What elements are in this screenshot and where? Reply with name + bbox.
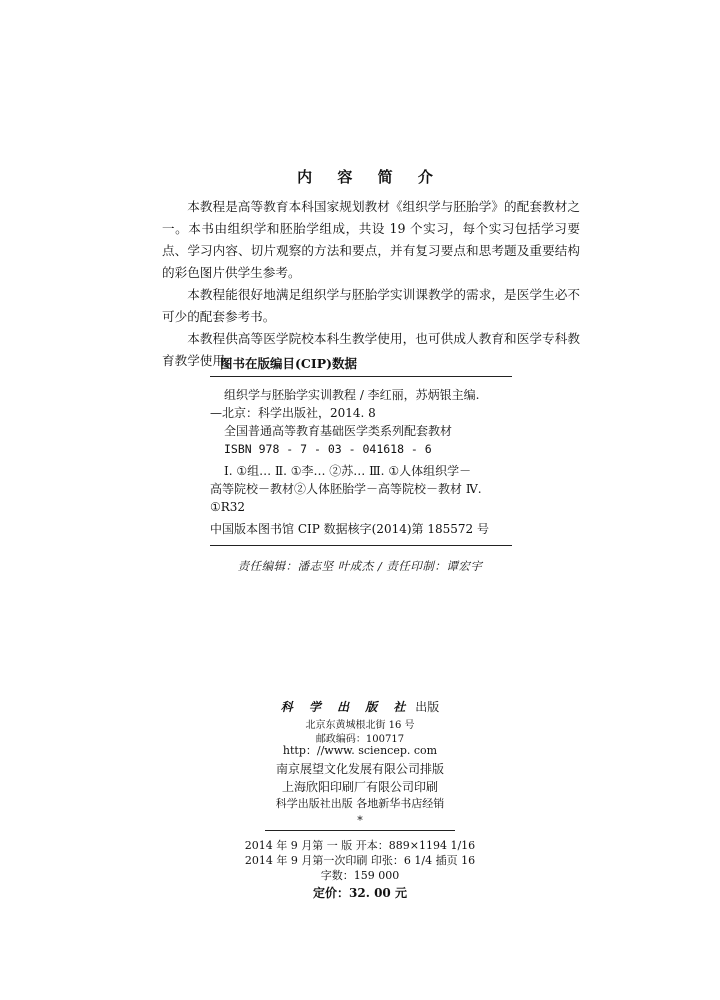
printing-line: 2014 年 9 月第一次印刷 印张：6 1/4 插页 16 (244, 854, 476, 867)
cip-line-classification: Ⅰ. ①组… Ⅱ. ①李… ②苏… Ⅲ. ①人体组织学－ (224, 464, 472, 478)
distribution-line: 科学出版社出版 各地新华书店经销 (275, 797, 445, 810)
cip-line-publisher: —北京：科学出版社，2014. 8 (210, 406, 376, 420)
cip-line-series: 全国普通高等教育基础医学类系列配套教材 (224, 424, 453, 438)
typesetter-line: 南京展望文化发展有限公司排版 (275, 762, 444, 776)
cip-line-classification: 高等院校－教材②人体胚胎学－高等院校－教材 Ⅳ. (210, 482, 482, 496)
summary-paragraph: 本教程是高等教育本科国家规划教材《组织学与胚胎学》的配套教材之一。本书由组织学和胚胎学组成，共设 19 个实习，每个实习包括学习要点、学习内容、切片观察的方法和要点，并有复习要点和思考题及重要结构的彩色图片供学生参考。 (162, 199, 580, 280)
summary-title: 内 容 简 介 (297, 168, 443, 186)
cip-line-classification: ①R32 (210, 500, 246, 514)
publisher-postcode: 邮政编码：100717 (315, 734, 405, 745)
publisher-address: 北京东黄城根北街 16 号 (305, 720, 415, 731)
word-count: 字数：159 000 (320, 869, 400, 882)
publisher-suffix: 出版 (415, 700, 440, 714)
separator-asterisk: * (357, 814, 363, 827)
cip-line-title: 组织学与胚胎学实训教程 / 李红丽，苏炳银主编. (224, 388, 480, 402)
summary-paragraph: 本教程供高等医学院校本科生教学使用，也可供成人教育和医学专科教育教学使用。 (162, 331, 580, 368)
summary-paragraph: 本教程能很好地满足组织学与胚胎学实训课教学的需求，是医学生必不可少的配套参考书。 (162, 287, 580, 324)
imprint-rule (265, 830, 455, 831)
printer-line: 上海欣阳印刷厂有限公司印刷 (281, 780, 438, 794)
cip-line-isbn: ISBN 978 - 7 - 03 - 041618 - 6 (224, 442, 432, 456)
publisher-line (0, 698, 720, 715)
cip-top-rule (210, 376, 512, 377)
publisher-logo: 科 学 出 版 社 (280, 700, 412, 714)
edition-line: 2014 年 9 月第 一 版 开本：889×1194 1/16 (244, 839, 476, 852)
cip-title: 图书在版编目(CIP)数据 (220, 356, 358, 371)
cip-record-number: 中国版本图书馆 CIP 数据核字(2014)第 185572 号 (210, 522, 489, 536)
summary-body (162, 196, 580, 372)
price: 定价：32. 00 元 (313, 886, 407, 900)
editors-credit: 责任编辑：潘志坚 叶成杰 / 责任印制：谭宏宇 (237, 559, 483, 573)
publisher-website: http：//www. sciencep. com (282, 744, 438, 757)
cip-bottom-rule (210, 545, 512, 546)
